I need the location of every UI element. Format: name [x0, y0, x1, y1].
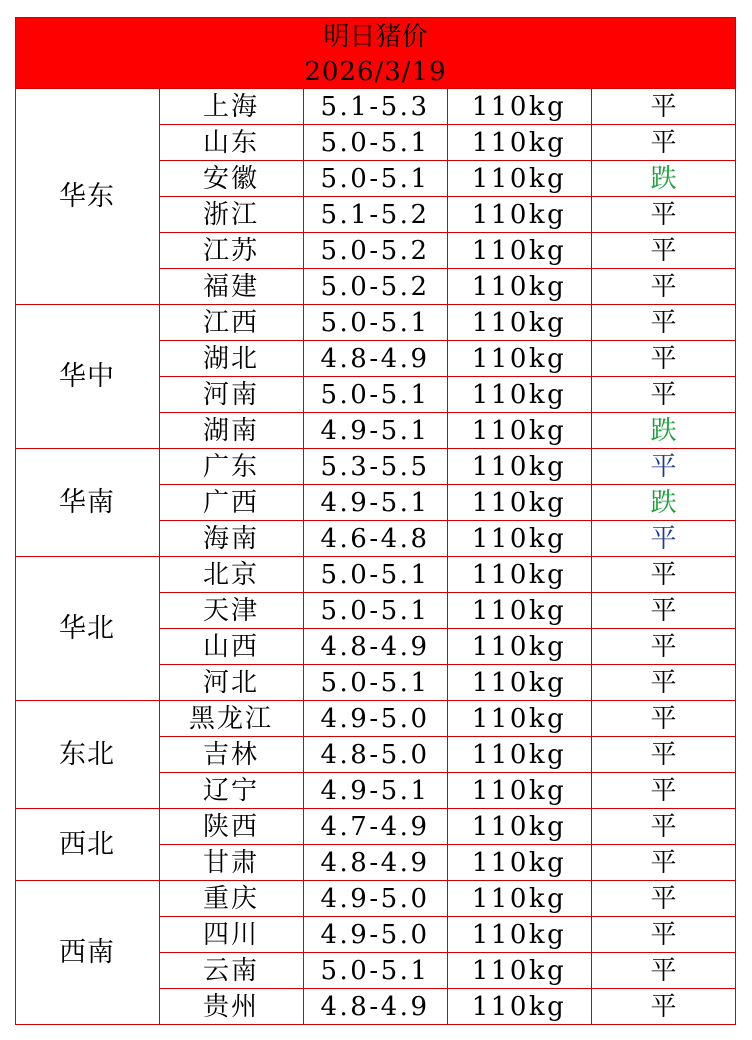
- price-range-cell: 5.0-5.1: [320, 164, 430, 194]
- province-cell: 天津: [202, 596, 259, 626]
- province-cell: 广东: [202, 452, 259, 482]
- trend-cell: 跌: [650, 164, 677, 194]
- price-range-cell: 4.9-5.1: [320, 776, 430, 806]
- region-label: 西北: [59, 829, 115, 860]
- weight-cell: 110kg: [471, 236, 567, 266]
- price-range-cell: 4.9-5.0: [320, 884, 430, 914]
- weight-cell: 110kg: [471, 884, 567, 914]
- province-cell: 江西: [202, 308, 259, 338]
- province-cell: 吉林: [202, 740, 259, 770]
- price-sheet: [15, 17, 736, 1025]
- price-range-cell: 4.9-5.1: [320, 416, 430, 446]
- price-range-cell: 5.3-5.5: [320, 452, 430, 482]
- weight-cell: 110kg: [471, 596, 567, 626]
- region-label: 东北: [59, 739, 115, 770]
- province-cell: 山西: [202, 632, 259, 662]
- sheet-header: [15, 17, 736, 89]
- region-label: 华东: [59, 181, 115, 212]
- province-cell: 广西: [202, 488, 259, 518]
- price-range-cell: 4.9-5.0: [320, 704, 430, 734]
- region-label: 华北: [59, 613, 115, 644]
- trend-cell: 平: [650, 884, 677, 914]
- weight-cell: 110kg: [471, 272, 567, 302]
- price-range-cell: 4.8-4.9: [320, 848, 430, 878]
- trend-cell: 平: [650, 632, 677, 662]
- price-range-cell: 5.0-5.1: [320, 596, 430, 626]
- province-cell: 黑龙江: [188, 704, 273, 734]
- weight-cell: 110kg: [471, 344, 567, 374]
- province-cell: 湖北: [202, 344, 259, 374]
- price-range-cell: 4.8-4.9: [320, 344, 430, 374]
- weight-cell: 110kg: [471, 308, 567, 338]
- trend-cell: 平: [650, 812, 677, 842]
- price-range-cell: 4.8-4.9: [320, 992, 430, 1022]
- trend-cell: 平: [650, 596, 677, 626]
- price-range-cell: 5.0-5.1: [320, 380, 430, 410]
- province-cell: 浙江: [202, 200, 259, 230]
- trend-cell: 平: [650, 740, 677, 770]
- price-range-cell: 4.9-5.1: [320, 488, 430, 518]
- price-range-cell: 5.0-5.1: [320, 128, 430, 158]
- province-cell: 福建: [202, 272, 259, 302]
- weight-cell: 110kg: [471, 380, 567, 410]
- province-cell: 安徽: [202, 164, 259, 194]
- trend-cell: 平: [650, 380, 677, 410]
- province-cell: 贵州: [202, 992, 259, 1022]
- weight-cell: 110kg: [471, 92, 567, 122]
- trend-cell: 平: [650, 848, 677, 878]
- trend-cell: 平: [650, 452, 677, 482]
- trend-cell: 平: [650, 704, 677, 734]
- region-label: 华南: [59, 487, 115, 518]
- province-cell: 重庆: [202, 884, 259, 914]
- trend-cell: 平: [650, 668, 677, 698]
- province-cell: 山东: [202, 128, 259, 158]
- province-cell: 海南: [202, 524, 259, 554]
- trend-cell: 平: [650, 956, 677, 986]
- sheet-title: 明日猪价: [323, 22, 428, 52]
- price-range-cell: 5.0-5.2: [320, 272, 430, 302]
- trend-cell: 平: [650, 776, 677, 806]
- weight-cell: 110kg: [471, 992, 567, 1022]
- price-range-cell: 4.6-4.8: [320, 524, 430, 554]
- weight-cell: 110kg: [471, 848, 567, 878]
- price-range-cell: 4.7-4.9: [320, 812, 430, 842]
- weight-cell: 110kg: [471, 416, 567, 446]
- trend-cell: 平: [650, 128, 677, 158]
- weight-cell: 110kg: [471, 776, 567, 806]
- price-range-cell: 5.0-5.1: [320, 560, 430, 590]
- weight-cell: 110kg: [471, 632, 567, 662]
- weight-cell: 110kg: [471, 740, 567, 770]
- price-range-cell: 4.8-4.9: [320, 632, 430, 662]
- price-range-cell: 5.0-5.1: [320, 956, 430, 986]
- trend-cell: 跌: [650, 488, 677, 518]
- price-range-cell: 4.9-5.0: [320, 920, 430, 950]
- price-range-cell: 4.8-5.0: [320, 740, 430, 770]
- weight-cell: 110kg: [471, 920, 567, 950]
- trend-cell: 平: [650, 272, 677, 302]
- trend-cell: 平: [650, 236, 677, 266]
- trend-cell: 平: [650, 560, 677, 590]
- weight-cell: 110kg: [471, 524, 567, 554]
- price-range-cell: 5.0-5.1: [320, 308, 430, 338]
- weight-cell: 110kg: [471, 200, 567, 230]
- region-label: 西南: [59, 937, 115, 968]
- trend-cell: 跌: [650, 416, 677, 446]
- trend-cell: 平: [650, 524, 677, 554]
- weight-cell: 110kg: [471, 488, 567, 518]
- province-cell: 云南: [202, 956, 259, 986]
- price-table: [15, 89, 736, 1025]
- province-cell: 甘肃: [202, 848, 259, 878]
- weight-cell: 110kg: [471, 128, 567, 158]
- province-cell: 河北: [202, 668, 259, 698]
- province-cell: 四川: [202, 920, 259, 950]
- price-range-cell: 5.0-5.2: [320, 236, 430, 266]
- province-cell: 辽宁: [202, 776, 259, 806]
- province-cell: 上海: [202, 92, 259, 122]
- province-cell: 江苏: [202, 236, 259, 266]
- province-cell: 陕西: [202, 812, 259, 842]
- trend-cell: 平: [650, 920, 677, 950]
- trend-cell: 平: [650, 992, 677, 1022]
- weight-cell: 110kg: [471, 704, 567, 734]
- weight-cell: 110kg: [471, 812, 567, 842]
- trend-cell: 平: [650, 308, 677, 338]
- trend-cell: 平: [650, 92, 677, 122]
- weight-cell: 110kg: [471, 560, 567, 590]
- weight-cell: 110kg: [471, 956, 567, 986]
- weight-cell: 110kg: [471, 668, 567, 698]
- weight-cell: 110kg: [471, 452, 567, 482]
- trend-cell: 平: [650, 344, 677, 374]
- trend-cell: 平: [650, 200, 677, 230]
- province-cell: 湖南: [202, 416, 259, 446]
- sheet-date: 2026/3/19: [304, 57, 447, 87]
- region-label: 华中: [59, 361, 115, 392]
- price-range-cell: 5.1-5.2: [320, 200, 430, 230]
- region-divider: [15, 1024, 736, 1025]
- province-cell: 河南: [202, 380, 259, 410]
- price-range-cell: 5.1-5.3: [320, 92, 430, 122]
- province-cell: 北京: [202, 560, 259, 590]
- weight-cell: 110kg: [471, 164, 567, 194]
- price-range-cell: 5.0-5.1: [320, 668, 430, 698]
